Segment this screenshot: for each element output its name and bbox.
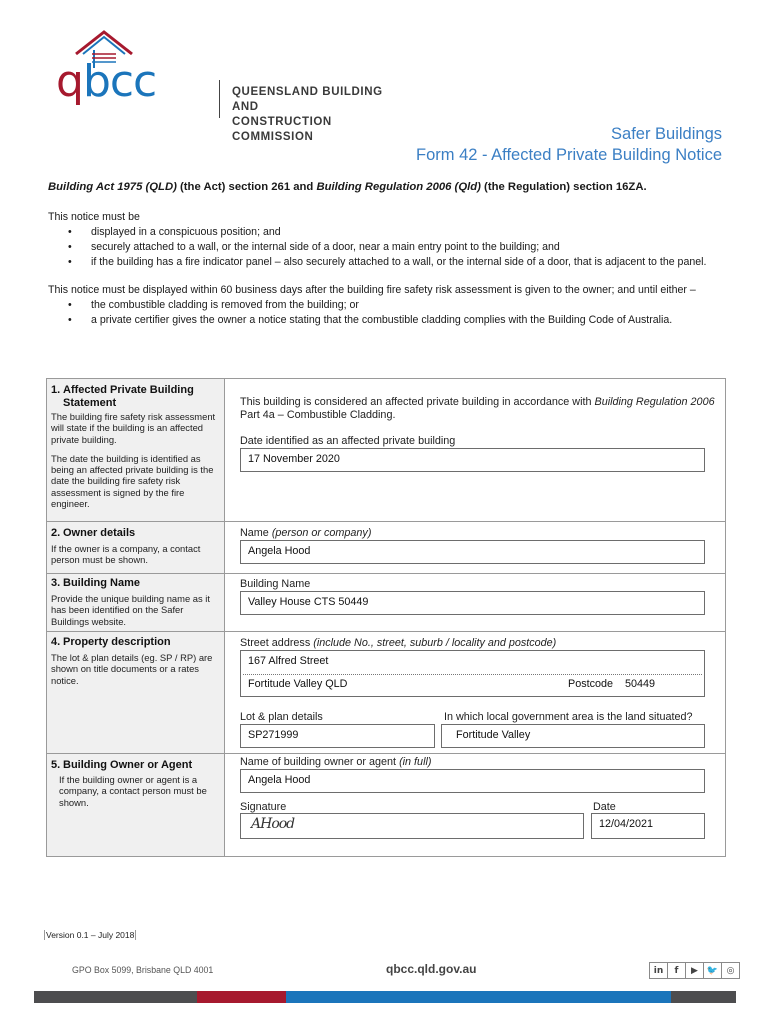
section-building-name: 3. Building Name Provide the unique building name as it has been identified on the Safer Buildings website. xyxy=(51,577,210,627)
notice-instructions: This notice must be • displayed in a conspicuous position; and • securely attached to a wall, or the internal side of a door, near a main entry point to the building; and • if the building has a fire indicator panel – also securely attached to a wall, or the internal side of a door, that is adjacent to the panel. This notice must be displayed within 60 business days after the building fire safety risk assessment is given to the owner; and until either – • the combustible cladding is removed from the building; or • a private certifier gives the owner a notice stating that the combustible cladding complies with the Building Code of Australia. xyxy=(48,210,728,328)
owner-agent-field[interactable]: Angela Hood xyxy=(240,769,705,793)
qbcc-logo xyxy=(56,24,396,143)
social-links xyxy=(650,962,740,979)
building-name-field[interactable]: Valley House CTS 50449 xyxy=(240,591,705,615)
display-requirements-list xyxy=(48,225,728,270)
footer-bar-grey-right xyxy=(671,991,736,1003)
instagram-icon[interactable]: ◎ xyxy=(721,962,740,979)
footer-bar-blue xyxy=(286,991,671,1003)
signature-label: Signature xyxy=(240,801,287,813)
lga-label: In which local government area is the land situated? xyxy=(444,711,693,723)
row-divider xyxy=(47,631,725,632)
street-address-field[interactable]: 167 Alfred Street Fortitude Valley QLD Postcode 50449 xyxy=(240,650,705,697)
linkedin-icon[interactable]: in xyxy=(649,962,668,979)
version-label: Version 0.1 – July 2018 xyxy=(46,930,135,940)
website-link[interactable]: qbcc.qld.gov.au xyxy=(386,962,477,976)
facebook-icon[interactable]: f xyxy=(667,962,686,979)
owner-agent-label: Name of building owner or agent (in full) xyxy=(240,756,432,768)
list-item: • the combustible cladding is removed from the building; or xyxy=(48,298,728,313)
postcode-value: 50449 xyxy=(625,678,656,690)
owner-name-field[interactable]: Angela Hood xyxy=(240,540,705,564)
owner-name-label: Name (person or company) xyxy=(240,527,372,539)
building-name-label: Building Name xyxy=(240,578,311,590)
lot-plan-label: Lot & plan details xyxy=(240,711,323,723)
date-label: Date xyxy=(593,801,616,813)
list-item: • displayed in a conspicuous position; and xyxy=(48,225,728,240)
date-identified-label: Date identified as an affected private building xyxy=(240,435,456,447)
postal-address: GPO Box 5099, Brisbane QLD 4001 xyxy=(72,965,214,975)
logo-divider xyxy=(219,80,220,118)
list-item: • securely attached to a wall, or the internal side of a door, near a main entry point to the building; and xyxy=(48,240,728,255)
street-address-label: Street address (include No., street, suburb / locality and postcode) xyxy=(240,637,557,649)
date-identified-field[interactable]: 17 November 2020 xyxy=(240,448,705,472)
row-divider xyxy=(47,573,725,574)
footer-bar-red xyxy=(197,991,286,1003)
row-divider xyxy=(47,521,725,522)
signature-image: AHood xyxy=(251,816,295,832)
act-reference: Building Act 1975 (QLD) (the Act) section 261 and Building Regulation 2006 (Qld) (the Regulation) section 16ZA. xyxy=(48,181,647,193)
list-item: • if the building has a fire indicator panel – also securely attached to a wall, or the internal side of a door, that is adjacent to the panel. xyxy=(48,255,728,270)
notice-form xyxy=(46,378,726,857)
section-affected-statement: 1. Affected Private Building Statement The building fire safety risk assessment will state if the building is an affected private building. The date the building is identified as being an affected private building is the date the building fire safety risk assessment is signed by the fire engineer. xyxy=(51,384,216,510)
org-name: QUEENSLAND BUILDING AND CONSTRUCTION COMMISSION xyxy=(232,86,383,143)
postcode-label: Postcode xyxy=(568,678,614,690)
section-owner-agent: 5. Building Owner or Agent If the building owner or agent is a company, a contact person must be shown. xyxy=(51,759,207,808)
youtube-icon[interactable]: ▶ xyxy=(685,962,704,979)
removal-conditions-list xyxy=(48,298,728,328)
section-owner-details: 2. Owner details If the owner is a company, a contact person must be shown. xyxy=(51,527,201,566)
list-item: • a private certifier gives the owner a notice stating that the combustible cladding complies with the Building Code of Australia. xyxy=(48,313,728,328)
lot-plan-field[interactable]: SP271999 xyxy=(240,724,435,748)
signature-field[interactable] xyxy=(240,813,584,839)
form-title: Safer Buildings Form 42 - Affected Private Building Notice xyxy=(415,125,722,164)
lga-field[interactable]: Fortitude Valley xyxy=(441,724,705,748)
footer-bar-grey xyxy=(34,991,197,1003)
date-field[interactable]: 12/04/2021 xyxy=(591,813,705,839)
row-divider xyxy=(47,753,725,754)
twitter-icon[interactable]: 🐦 xyxy=(703,962,722,979)
affected-statement-text: This building is considered an affected private building in accordance with Building Regulation 2006 Part 4a – Combustible Cladding. xyxy=(240,396,715,421)
logo-wordmark: qbcc xyxy=(56,56,157,107)
section-property-description: 4. Property description The lot & plan details (eg. SP / RP) are shown on title documents or a rates notice. xyxy=(51,636,213,686)
